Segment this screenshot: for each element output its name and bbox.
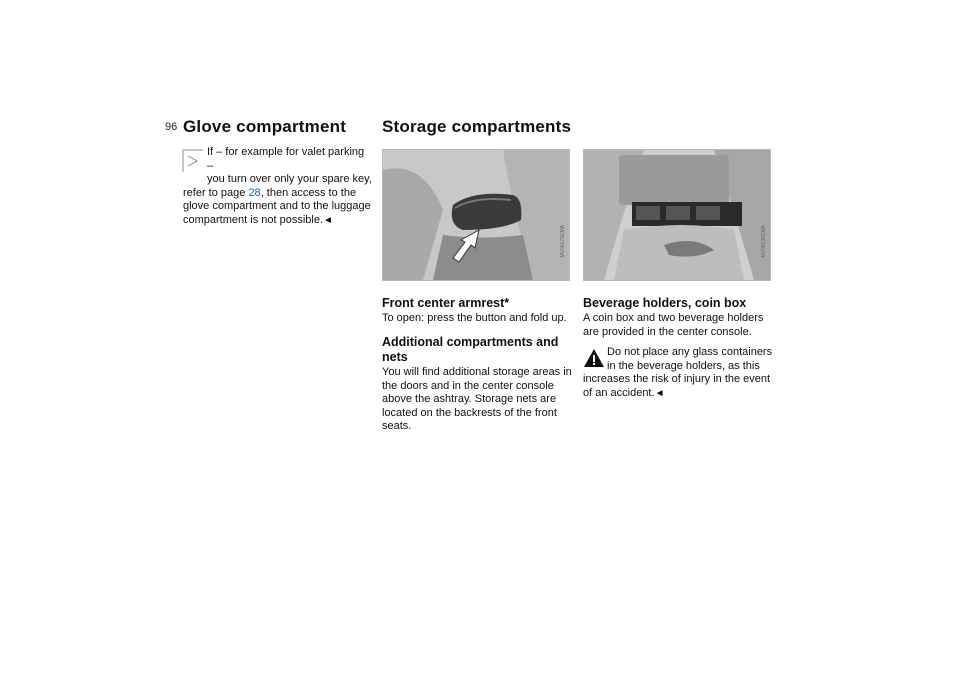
- storage-compartments-title: Storage compartments: [382, 117, 572, 136]
- front-center-armrest-heading: Front center armrest*: [382, 296, 510, 310]
- armrest-illustration: [383, 150, 569, 280]
- photo-code: MV05135CMA: [761, 225, 767, 258]
- note-line-2: you turn over only your spare key,: [207, 173, 372, 186]
- heading-line-2: nets: [382, 350, 408, 364]
- note-line-3-end: , then access to the: [260, 186, 357, 199]
- armrest-instructions: To open: press the button and fold up.: [382, 312, 567, 324]
- note-line-5-text: compartment is not possible.: [183, 213, 324, 226]
- warning-line-3: increases the risk of injury in the event: [583, 373, 771, 386]
- heading-line-1: Additional compartments and: [382, 335, 559, 349]
- beverage-holder-illustration: [584, 150, 770, 280]
- note-line-1: If – for example for valet parking –: [207, 146, 365, 172]
- valet-parking-note: [183, 146, 373, 228]
- page-link-28[interactable]: 28: [248, 186, 261, 199]
- end-mark-icon: ◄: [654, 387, 665, 399]
- warning-line-4: [583, 387, 775, 401]
- beverage-holders-heading: Beverage holders, coin box: [583, 296, 747, 310]
- photo-code: MV06170CMA: [560, 225, 566, 258]
- warning-line-4-text: of an accident.: [583, 386, 655, 399]
- note-line-3: [183, 187, 373, 201]
- text-line-3: above the ashtray. Storage nets are: [382, 393, 557, 406]
- warning-line-2: in the beverage holders, as this: [607, 359, 760, 372]
- text-line-1: A coin box and two beverage holders: [583, 312, 764, 324]
- text-line-2: are provided in the center console.: [583, 325, 752, 338]
- glove-compartment-title: Glove compartment: [183, 117, 347, 136]
- additional-compartments-heading: [382, 335, 572, 365]
- page-number: 96: [165, 121, 178, 133]
- text-line-2: the doors and in the center console: [382, 379, 554, 392]
- note-line-4: glove compartment and to the luggage: [183, 200, 371, 213]
- armrest-photo: [382, 149, 570, 281]
- note-line-5: [183, 214, 373, 228]
- glass-container-warning: [583, 346, 775, 400]
- additional-compartments-text: [382, 366, 577, 434]
- warning-line-1: Do not place any glass containers: [607, 346, 773, 358]
- note-line-3-start: refer to page: [183, 186, 249, 199]
- end-mark-icon: ◄: [323, 214, 333, 226]
- text-line-5: seats.: [382, 420, 412, 433]
- text-line-1: You will find additional storage areas in: [382, 366, 572, 378]
- center-console-photo: [583, 149, 771, 281]
- beverage-holders-text: [583, 312, 773, 339]
- text-line-4: located on the backrests of the front: [382, 406, 557, 419]
